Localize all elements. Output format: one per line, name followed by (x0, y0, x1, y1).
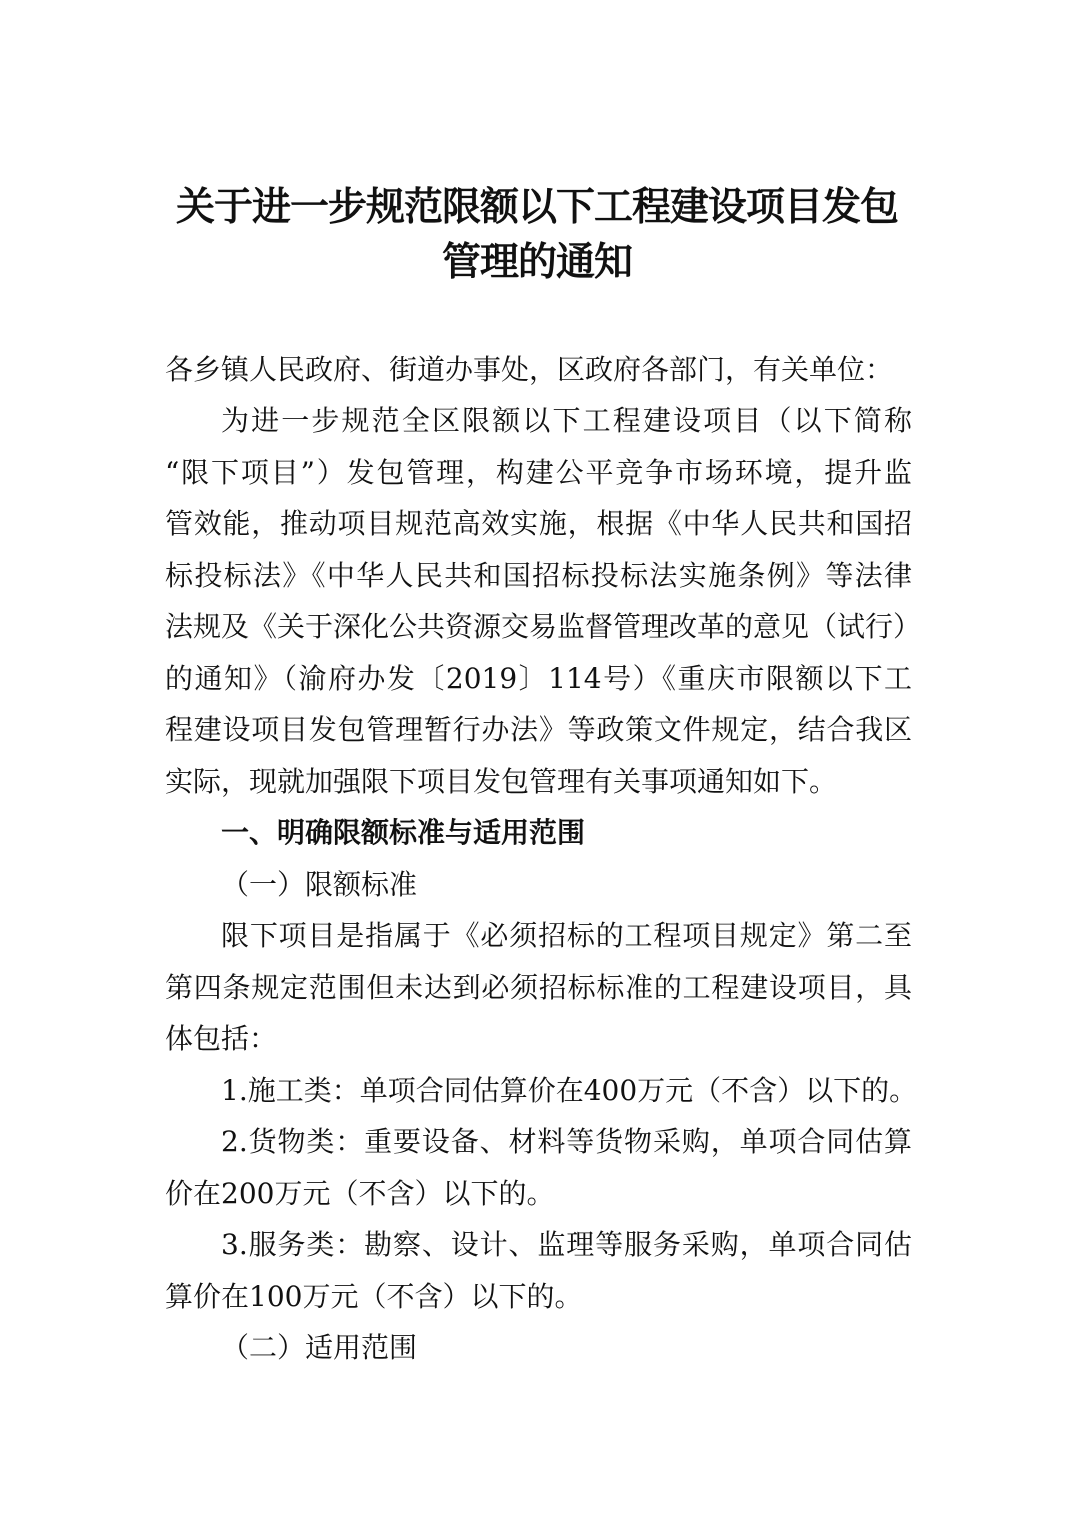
list-item: 3.服务类：勘察、设计、监理等服务采购，单项合同估 (221, 1228, 912, 1261)
paragraph-line: 价在200万元（不含）以下的。 (165, 1177, 555, 1210)
list-item: 2.货物类：重要设备、材料等货物采购，单项合同估算 (221, 1125, 912, 1158)
paragraph-line: 为进一步规范全区限额以下工程建设项目（以下简称 (221, 404, 912, 437)
document-title-line-2: 管理的通知 (441, 240, 632, 285)
paragraph-line: 体包括： (165, 1022, 278, 1055)
paragraph-line: 的通知》（渝府办发〔2019〕114号）《重庆市限额以下工 (165, 662, 912, 695)
paragraph-line: 第四条规定范围但未达到必须招标标准的工程建设项目，具 (165, 971, 912, 1004)
paragraph-line: 程建设项目发包管理暂行办法》等政策文件规定，结合我区 (165, 713, 912, 746)
paragraph-line: 标投标法》《中华人民共和国招标投标法实施条例》等法律 (165, 559, 912, 592)
section-heading: 一、明确限额标准与适用范围 (221, 816, 586, 849)
paragraph-line: 管效能，推动项目规范高效实施，根据《中华人民共和国招 (165, 507, 912, 540)
paragraph-line: 法规及《关于深化公共资源交易监督管理改革的意见（试行） (165, 610, 922, 643)
salutation: 各乡镇人民政府、街道办事处，区政府各部门，有关单位： (165, 353, 894, 386)
list-item: 1.施工类：单项合同估算价在400万元（不含）以下的。 (221, 1074, 918, 1107)
paragraph-line: 算价在100万元（不含）以下的。 (165, 1280, 583, 1313)
subsection-heading: （二）适用范围 (221, 1331, 418, 1364)
paragraph-line: 限下项目是指属于《必须招标的工程项目规定》第二至 (221, 919, 912, 952)
subsection-heading: （一）限额标准 (221, 868, 418, 901)
document-title-line-1: 关于进一步规范限额以下工程建设项目发包 (175, 185, 898, 230)
paragraph-line: “限下项目”）发包管理，构建公平竞争市场环境，提升监 (165, 456, 912, 489)
paragraph-line: 实际，现就加强限下项目发包管理有关事项通知如下。 (165, 765, 838, 798)
